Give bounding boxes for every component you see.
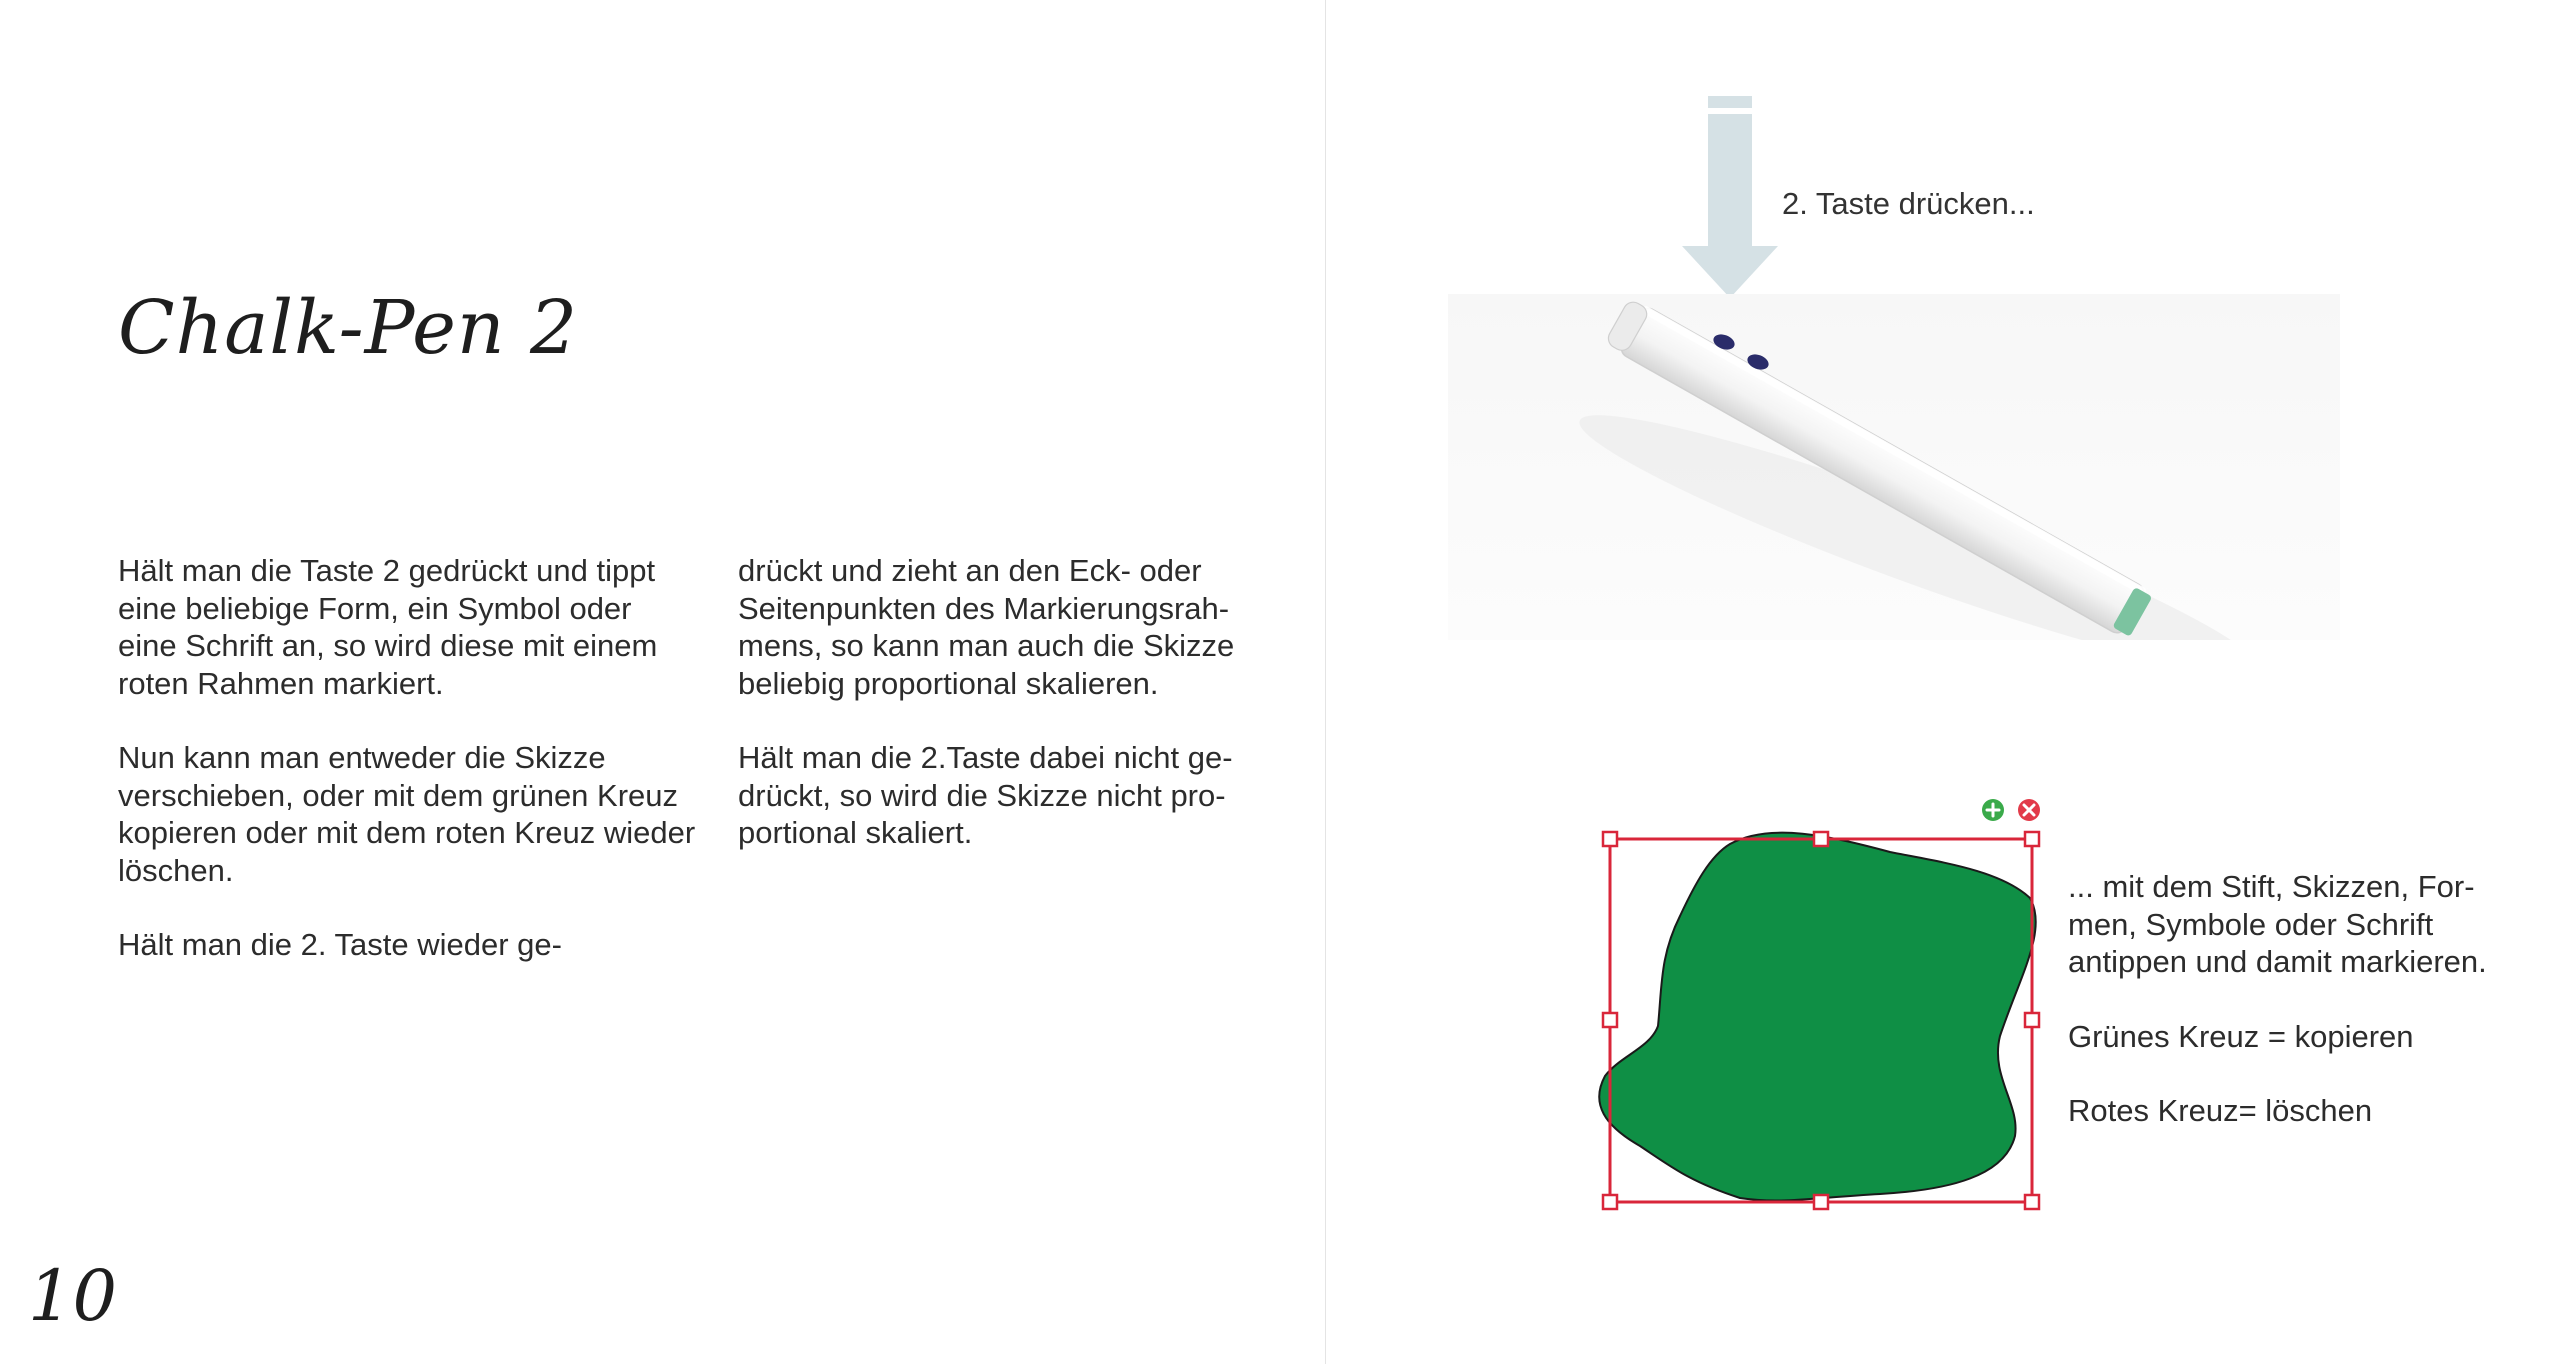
handle-bottom-left	[1603, 1195, 1617, 1209]
handle-bottom-right	[2025, 1195, 2039, 1209]
paragraph: Hält man die 2. Taste wieder ge-	[118, 927, 562, 962]
text-column-1	[118, 552, 698, 1001]
handle-bottom-center	[1814, 1195, 1828, 1209]
paragraph: Nun kann man entweder die Skizze verschieben, oder mit dem grünen Kreuz kopieren oder mit dem roten Kreuz wieder löschen.	[118, 740, 696, 888]
red-cross-delete-icon	[2018, 799, 2040, 821]
handle-top-left	[1603, 832, 1617, 846]
page-title: Chalk-Pen 2	[118, 285, 579, 371]
green-cross-copy-icon	[1982, 799, 2004, 821]
paragraph: Hält man die 2.Taste dabei nicht ge- drückt, so wird die Skizze nicht pro- portional skaliert.	[738, 740, 1233, 850]
handle-middle-left	[1603, 1013, 1617, 1027]
page-number: 10	[28, 1255, 118, 1337]
page-gutter	[1325, 0, 1326, 1364]
press-caption: 2. Taste drücken...	[1782, 186, 2035, 221]
green-shape	[1599, 833, 2036, 1201]
chalk-pen-photo	[1448, 294, 2340, 640]
paragraph: Grünes Kreuz = kopieren	[2068, 1018, 2414, 1054]
paragraph: Rotes Kreuz= löschen	[2068, 1093, 2373, 1128]
right-description	[2068, 868, 2538, 1167]
handle-top-right	[2025, 832, 2039, 846]
paragraph: drückt und zieht an den Eck- oder Seitenpunkten des Markierungsrah- mens, so kann man auch die Skizze beliebig proportional skalieren.	[738, 553, 1235, 701]
paragraph: ... mit dem Stift, Skizzen, For- men, Symbole oder Schrift antippen und damit markieren.	[2068, 869, 2487, 979]
handle-middle-right	[2025, 1013, 2039, 1027]
selection-demo	[1580, 786, 2050, 1218]
paragraph: Hält man die Taste 2 gedrückt und tippt eine beliebige Form, ein Symbol oder eine Schrift an, so wird diese mit einem roten Rahmen markiert.	[118, 553, 658, 701]
handle-top-center	[1814, 832, 1828, 846]
text-column-2	[738, 552, 1318, 889]
down-arrow-icon	[1682, 96, 1778, 298]
